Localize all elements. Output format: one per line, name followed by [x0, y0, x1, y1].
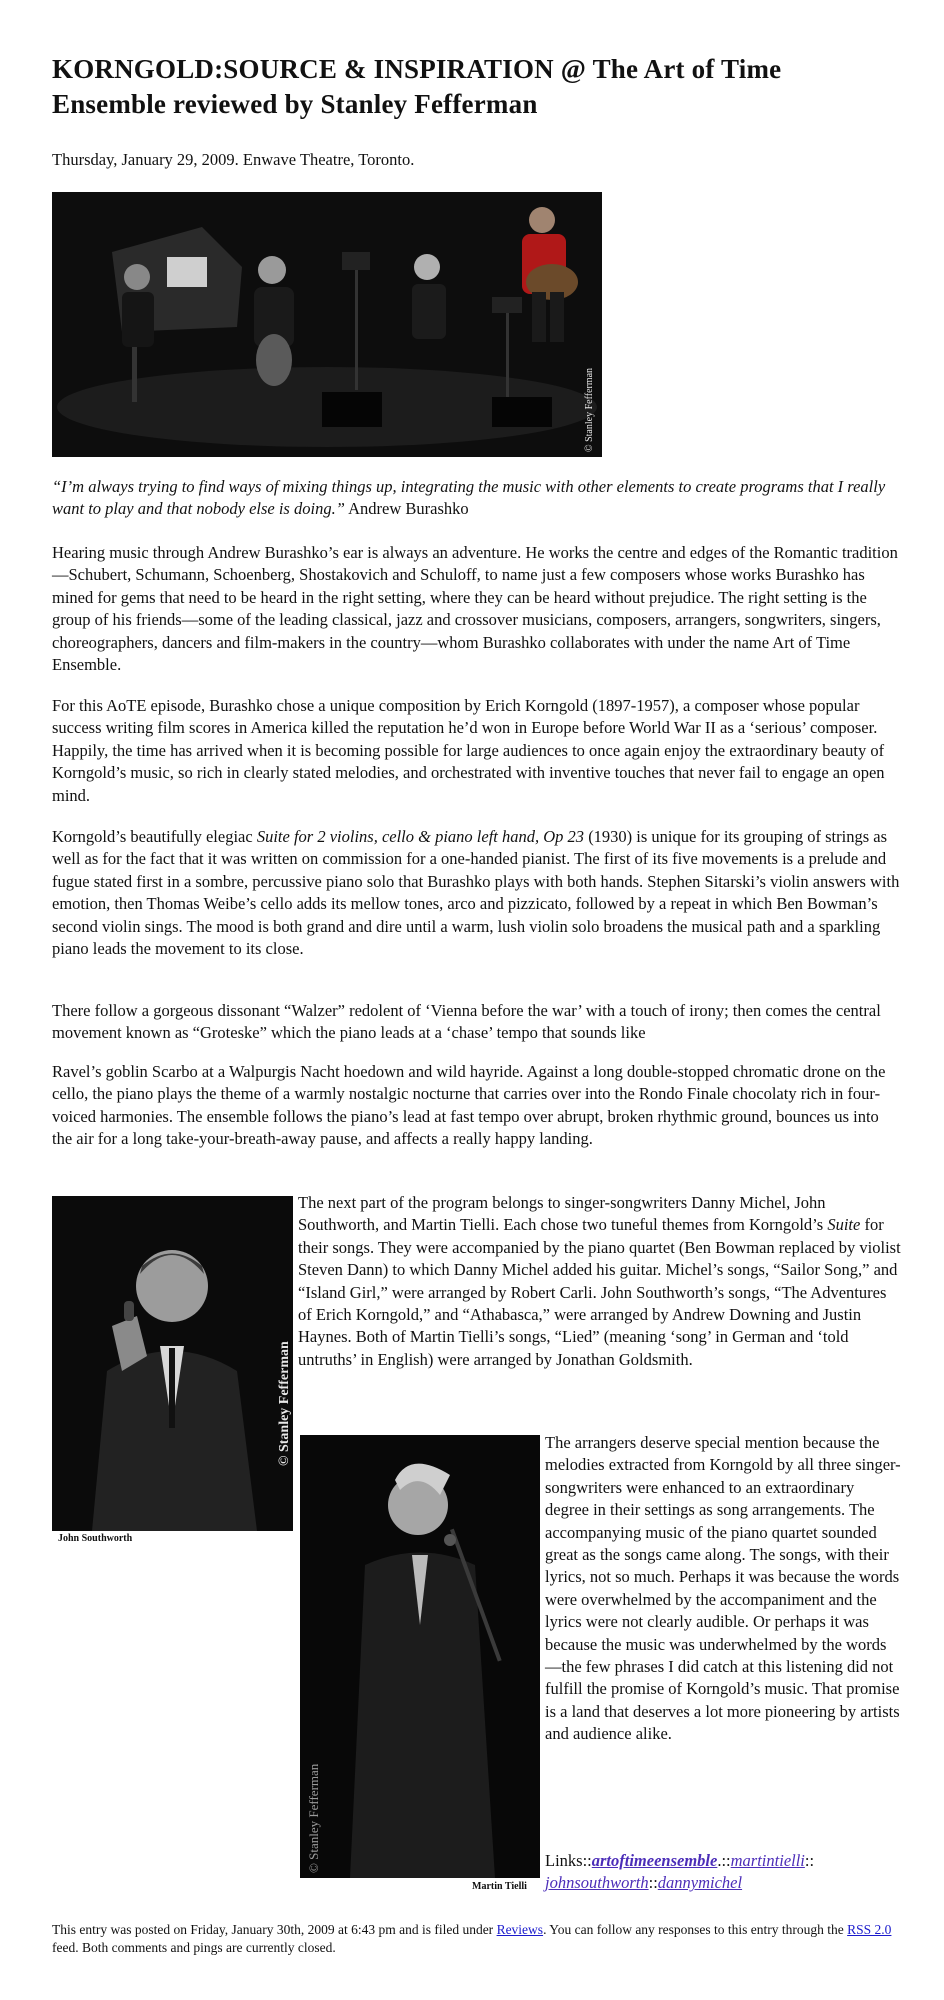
- links-separator: .::: [717, 1851, 731, 1870]
- quote-text: “I’m always trying to find ways of mixing things up, integrating the music with other elements to create programs that I really want to play and that nobody else is doing.”: [52, 477, 886, 519]
- post-dateline: Thursday, January 29, 2009. Enwave Theatre, Toronto.: [52, 150, 415, 169]
- paragraph-3: [52, 826, 900, 960]
- rss-feed-link[interactable]: RSS 2.0: [847, 1922, 892, 1937]
- links-separator: ::: [648, 1873, 658, 1893]
- links-separator: ::: [804, 1851, 815, 1870]
- link-martintielli[interactable]: martintielli: [730, 1851, 805, 1870]
- paragraph-6-intro: The next part of the program belongs to singer-songwriters Danny Michel, John Southworth, and Martin Tielli. Each chose two tuneful themes from Korngold’s: [298, 1193, 828, 1235]
- post-title: KORNGOLD:SOURCE & INSPIRATION @ The Art of Time Ensemble reviewed by Stanley Fefferman: [52, 54, 782, 119]
- link-dannymichel[interactable]: dannymichel: [657, 1873, 743, 1893]
- category-reviews-link[interactable]: Reviews: [496, 1922, 544, 1937]
- southworth-photo: [52, 1196, 293, 1531]
- southworth-photo-image: [52, 1196, 293, 1531]
- links-label: Links::: [545, 1851, 592, 1870]
- paragraph-3-body: (1930) is unique for its grouping of strings as well as for the fact that it was written on commission for a one-handed pianist. The first of its five movements is a prelude and fugue stated first in a sombre, percussive piano solo that Burashko plays with both hands. Stephen Sitarski’s violin answers with emotion, then Thomas Weibe’s cello adds its mellow tones, arco and pizzicato, followed by a repeat in which Ben Bowman’s second violin sings. The mood is both grand and dire until a warm, lush violin solo broadens the musical path and a sparkling piano leads the movement to its close.: [52, 827, 900, 959]
- paragraph-4: There follow a gorgeous dissonant “Walzer” redolent of ‘Vienna before the war’ with a touch of irony; then comes the central movement known as “Groteske” which the piano leads at a ‘chase’ tempo that sounds like: [52, 1001, 881, 1043]
- paragraph-6-body: for their songs. They were accompanied by the piano quartet (Ben Bowman replaced by violist Steven Dann) to which Danny Michel added his guitar. Michel’s songs, “Sailor Song,” and “Island Girl,” were arranged by Robert Carli. John Southworth’s songs, “The Adventures of Erich Korngold,” and “Athabasca,” were arranged by Andrew Downing and Justin Haynes. Both of Martin Tielli’s songs, “Lied” (meaning ‘song’ in German and ‘told untruths’ in English) were arranged by Jonathan Goldsmith.: [298, 1215, 901, 1369]
- link-johnsouthworth[interactable]: johnsouthworth: [545, 1873, 649, 1893]
- footer-text: . You can follow any responses to this entry through the: [543, 1922, 848, 1937]
- opening-quote: [52, 476, 900, 521]
- paragraph-1: Hearing music through Andrew Burashko’s ear is always an adventure. He works the centre and edges of the Romantic tradition—Schubert, Schumann, Schoenberg, Shostakovich and Schuloff, to name just a few composers whose works Burashko has mined for gems that need to be heard in the right setting, where they can be heard without prejudice. The right setting is the group of his friends—some of the leading classical, jazz and crossover musicians, composers, arrangers, songwriters, singers, choreographers, dancers and film-makers in the country—whom Burashko collaborates with under the name Art of Time Ensemble.: [52, 543, 898, 675]
- post-meta-footer: [52, 1921, 902, 1957]
- paragraph-7: The arrangers deserve special mention because the melodies extracted from Korngold by all three singer-songwriters were enhanced to an extraordinary degree in their settings as song arrangements. The accompanying music of the piano quartet sounded great as the songs came along. The songs, with their lyrics, not so much. Perhaps it was because the words were overwhelmed by the accompaniment and the lyrics were not clearly audible. Or perhaps it was because the music was underwhelmed by the words—the few phrases I did catch at this listening did not fulfill the promise of Korngold’s music. That promise is a land that deserves a lot more pioneering by artists and audience alike.: [545, 1433, 901, 1744]
- paragraph-6: [298, 1192, 902, 1371]
- tielli-photo-image: [300, 1435, 540, 1878]
- concert-photo-image: [52, 192, 602, 457]
- suite-short-title: Suite: [827, 1215, 861, 1235]
- footer-text: feed. Both comments and pings are currently closed.: [52, 1940, 336, 1955]
- photo-credit: © Stanley Fefferman: [584, 367, 595, 452]
- links-line: [545, 1850, 901, 1895]
- southworth-caption: John Southworth: [58, 1533, 133, 1544]
- tielli-caption: Martin Tielli: [472, 1881, 527, 1892]
- link-artoftimeensemble[interactable]: artoftimeensemble: [591, 1851, 718, 1870]
- photo-credit: © Stanley Fefferman: [277, 1341, 292, 1466]
- concert-photo: [52, 192, 602, 457]
- footer-text: This entry was posted on Friday, January 30th, 2009 at 6:43 pm and is filed under: [52, 1922, 497, 1937]
- paragraph-5: Ravel’s goblin Scarbo at a Walpurgis Nacht hoedown and wild hayride. Against a long double-stopped chromatic drone on the cello, the piano plays the theme of a warmly nostalgic nocturne that carries over into the Rondo Finale chocolaty rich in four-voiced harmonies. The ensemble follows the piano’s lead at fast tempo over abrupt, broken rhythmic ground, bounces us into the air for a long take-your-breath-away pause, and affects a really happy landing.: [52, 1062, 886, 1149]
- paragraph-2: For this AoTE episode, Burashko chose a unique composition by Erich Korngold (1897-1957), a composer whose popular success writing film scores in America killed the reputation he’d won in Europe before World War II as a ‘serious’ composer. Happily, the time has arrived when it is becoming possible for large audiences to once again enjoy the extraordinary beauty of Korngold’s music, so rich in clearly stated melodies, and orchestrated with inventive touches that never fail to engage an open mind.: [52, 696, 885, 805]
- suite-title: Suite for 2 violins, cello & piano left hand, Op 23: [256, 827, 585, 846]
- paragraph-3-intro: Korngold’s beautifully elegiac: [52, 827, 257, 846]
- tielli-photo: [300, 1435, 540, 1878]
- quote-author: Andrew Burashko: [344, 499, 469, 519]
- photo-credit: © Stanley Fefferman: [306, 1763, 321, 1873]
